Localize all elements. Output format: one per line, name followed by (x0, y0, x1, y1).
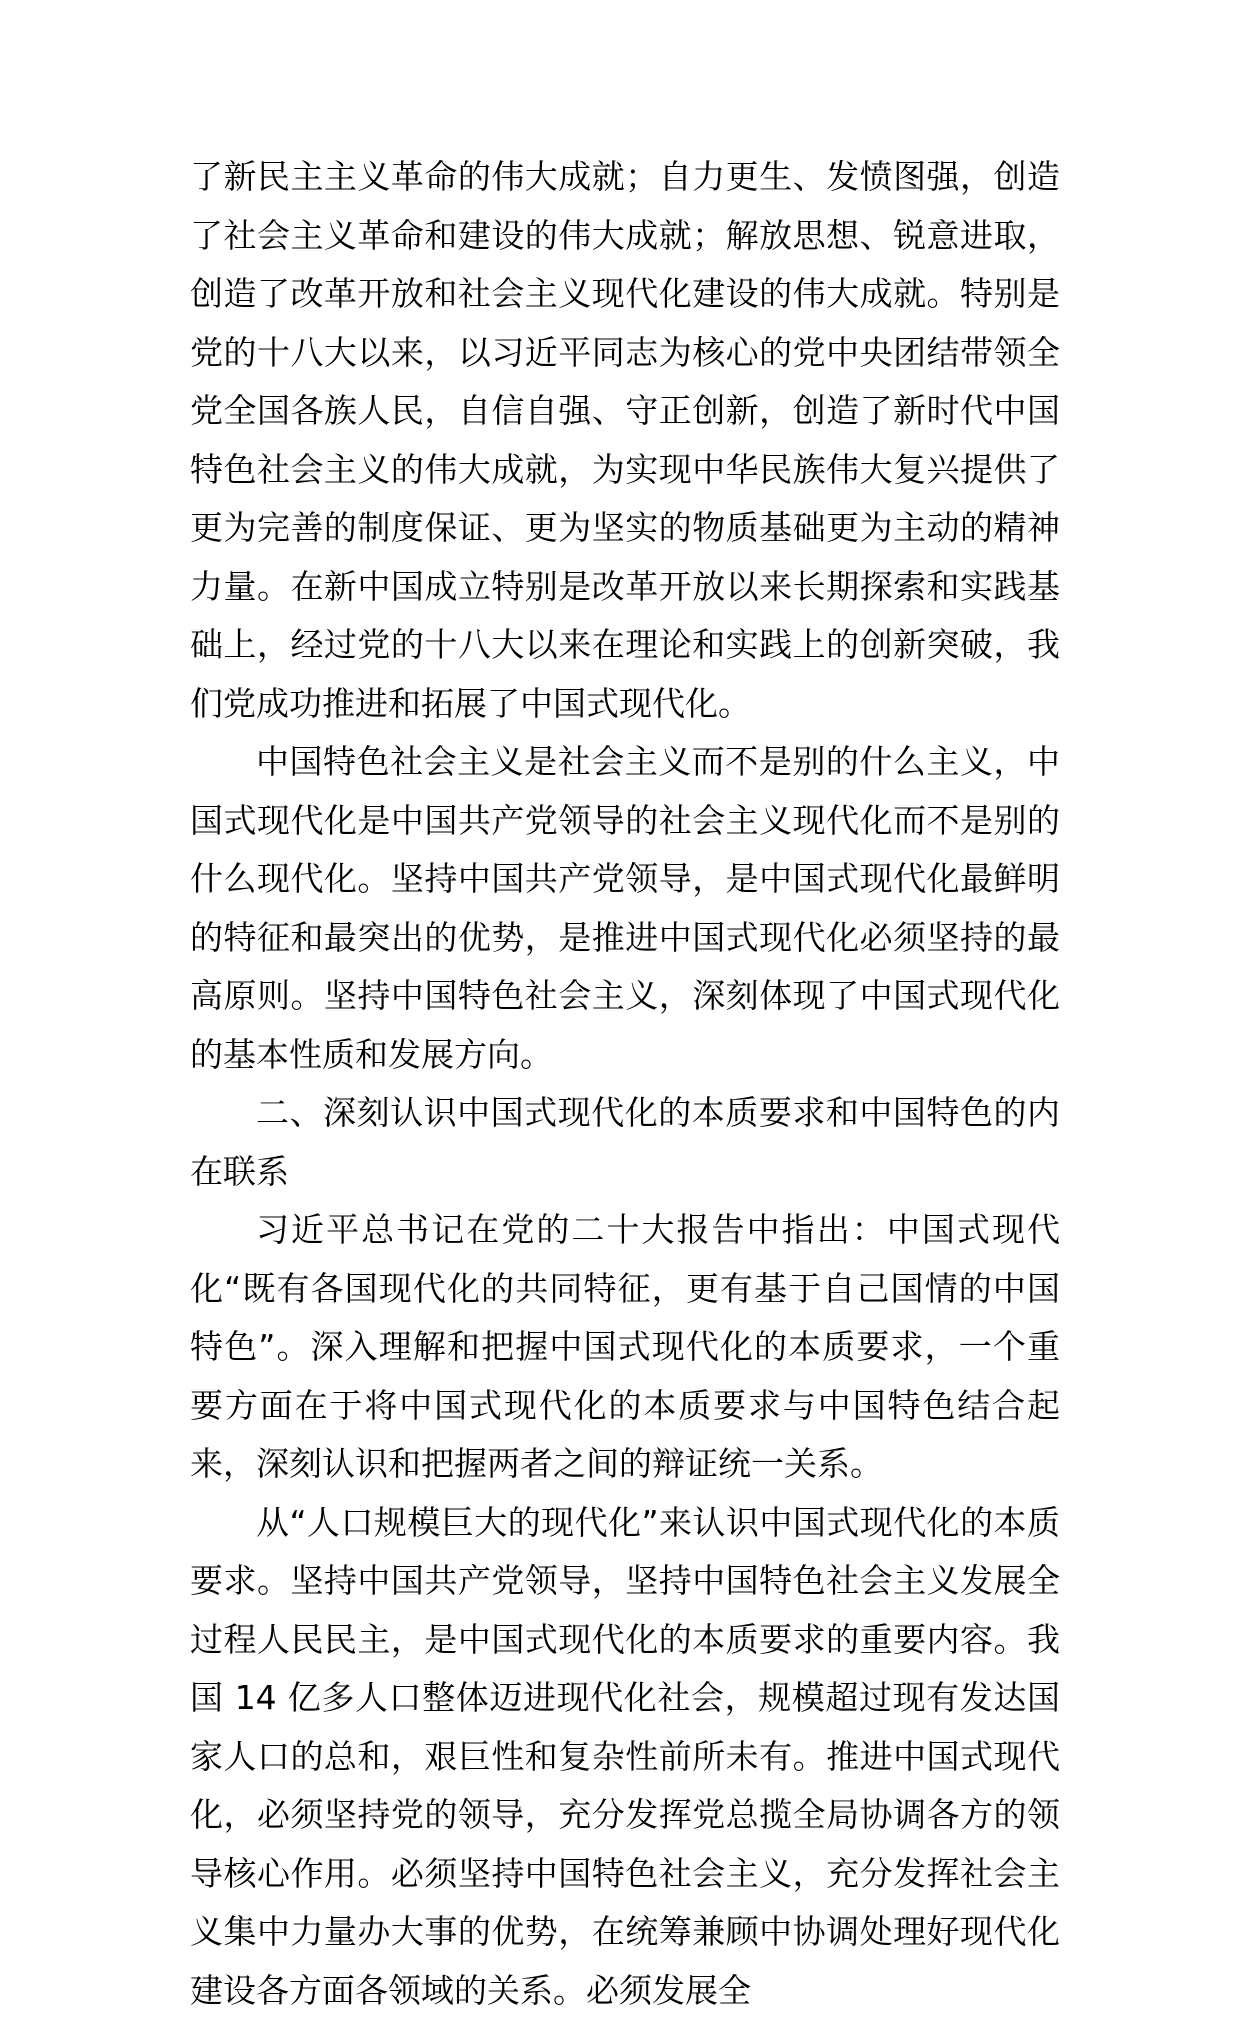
paragraph-2: 中国特色社会主义是社会主义而不是别的什么主义，中国式现代化是中国共产党领导的社会主义现代化而不是别的什么现代化。坚持中国共产党领导，是中国式现代化最鲜明的特征和最突出的优势，是推进中国式现代化必须坚持的最高原则。坚持中国特色社会主义，深刻体现了中国式现代化的基本性质和发展方向。 (190, 733, 1060, 1084)
section-heading: 二、深刻认识中国式现代化的本质要求和中国特色的内在联系 (190, 1084, 1060, 1201)
document-page (190, 148, 1060, 2020)
paragraph-4: 从“人口规模巨大的现代化”来认识中国式现代化的本质要求。坚持中国共产党领导，坚持中国特色社会主义发展全过程人民民主，是中国式现代化的本质要求的重要内容。我国 14 亿多人口整体迈进现代化社会，规模超过现有发达国家人口的总和，艰巨性和复杂性前所未有。推进中国式现代化，必须坚持党的领导，充分发挥党总揽全局协调各方的领导核心作用。必须坚持中国特色社会主义，充分发挥社会主义集中力量办大事的优势，在统筹兼顾中协调处理好现代化建设各方面各领域的关系。必须发展全 (190, 1494, 1060, 2020)
paragraph-1: 了新民主主义革命的伟大成就；自力更生、发愤图强，创造了社会主义革命和建设的伟大成就；解放思想、锐意进取，创造了改革开放和社会主义现代化建设的伟大成就。特别是党的十八大以来，以习近平同志为核心的党中央团结带领全党全国各族人民，自信自强、守正创新，创造了新时代中国特色社会主义的伟大成就，为实现中华民族伟大复兴提供了更为完善的制度保证、更为坚实的物质基础更为主动的精神力量。在新中国成立特别是改革开放以来长期探索和实践基础上，经过党的十八大以来在理论和实践上的创新突破，我们党成功推进和拓展了中国式现代化。 (190, 148, 1060, 733)
paragraph-3: 习近平总书记在党的二十大报告中指出：中国式现代化“既有各国现代化的共同特征，更有基于自己国情的中国特色”。深入理解和把握中国式现代化的本质要求，一个重要方面在于将中国式现代化的本质要求与中国特色结合起来，深刻认识和把握两者之间的辩证统一关系。 (190, 1201, 1060, 1494)
